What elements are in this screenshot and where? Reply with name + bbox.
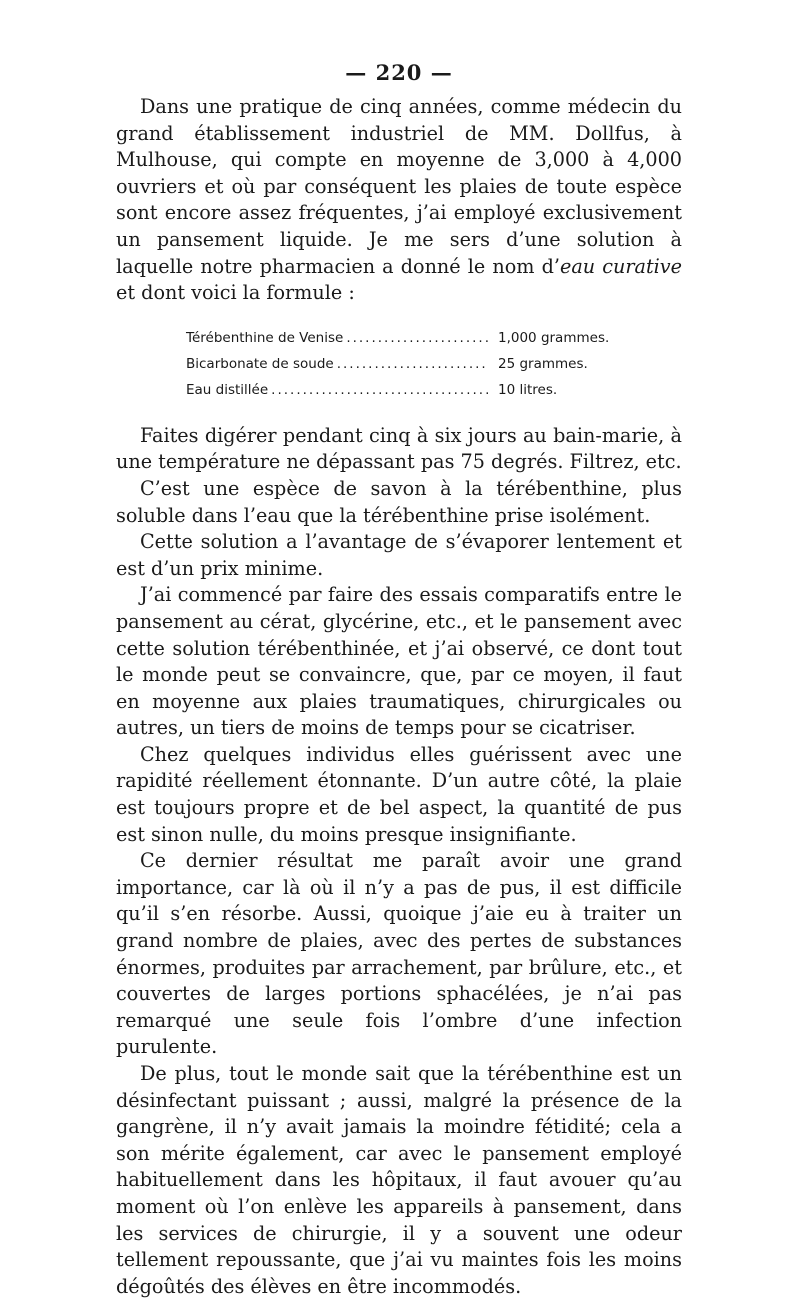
body-paragraph: C’est une espèce de savon à la térébenthine, plus soluble dans l’eau que la térébenthine prise isolément. bbox=[116, 476, 682, 527]
leader-dots bbox=[337, 351, 489, 377]
formula-quantity: 1,000 grammes. bbox=[498, 329, 610, 346]
formula-ingredient: Térébenthine de Venise bbox=[186, 329, 344, 346]
intro-emphasis: eau curative bbox=[559, 254, 682, 278]
body-paragraph: Faites digérer pendant cinq à six jours au bain-marie, à une température ne dépassant pas 75 degrés. Filtrez, etc. bbox=[116, 423, 682, 474]
leader-dots bbox=[271, 377, 489, 403]
body-paragraph: Ce dernier résultat me paraît avoir une grand importance, car là où il n’y a pas de pus, il est difficile qu’il s’en résorbe. Aussi, quoique j’aie eu à traiter un grand nombre de plaies, avec des pertes de substances énormes, produites par arrachement, par brûlure, etc., et couvertes de larges portions sphacélées, je n’ai pas remarqué une seule fois l’ombre d’une infection purulente. bbox=[116, 849, 682, 1059]
page-number: — 220 — bbox=[345, 60, 453, 85]
leader-dots bbox=[346, 325, 489, 351]
formula-table bbox=[186, 325, 616, 403]
body-paragraph: De plus, tout le monde sait que la térébenthine est un désinfectant puissant ; aussi, malgré la présence de la gangrène, il n’y avait jamais la moindre fétidité; cela a son mérite également, car avec le pansement employé habituellement dans les hôpitaux, il faut avouer qu’au moment où l’on enlève les appareils à pansement, dans les services de chirurgie, il y a souvent une odeur tellement repoussante, que j’ai vu maintes fois les moins dégoûtés des élèves en être incommodés. bbox=[116, 1062, 682, 1298]
formula-row bbox=[186, 377, 616, 403]
formula-row bbox=[186, 325, 616, 351]
formula-row bbox=[186, 351, 616, 377]
formula-ingredient: Eau distillée bbox=[186, 381, 269, 398]
page bbox=[116, 58, 682, 1300]
formula-quantity: 25 grammes. bbox=[498, 355, 588, 372]
body-paragraph: Cette solution a l’avantage de s’évaporer lentement et est d’un prix minime. bbox=[116, 530, 682, 580]
formula-ingredient: Bicarbonate de soude bbox=[186, 355, 334, 372]
intro-text: Dans une pratique de cinq années, comme médecin du grand établissement industriel de MM. Dollfus, à Mulhouse, qui compte en moyenne de 3,000 à 4,000 ouvriers et où par conséquent les plaies de toute espèce sont encore assez fréquentes, j’ai employé exclusivement un pansement liquide. Je me sers d’une solution à laquelle notre pharmacien a donné le nom d’ bbox=[116, 95, 682, 278]
body-paragraph: J’ai commencé par faire des essais comparatifs entre le pansement au cérat, glycérine, etc., et le pansement avec cette solution térébenthinée, et j’ai observé, ce dont tout le monde peut se convaincre, que, par ce moyen, il faut en moyenne aux plaies traumatiques, chirurgicales ou autres, un tiers de moins de temps pour se cicatriser. bbox=[116, 583, 682, 740]
body-paragraph: Chez quelques individus elles guérissent avec une rapidité réellement étonnante. D’un autre côté, la plaie est toujours propre et de bel aspect, la quantité de pus est sinon nulle, du moins presque insignifiante. bbox=[116, 742, 682, 846]
intro-text-end: et dont voici la formule : bbox=[116, 281, 355, 305]
intro-paragraph bbox=[116, 94, 682, 307]
formula-quantity: 10 litres. bbox=[498, 381, 558, 398]
